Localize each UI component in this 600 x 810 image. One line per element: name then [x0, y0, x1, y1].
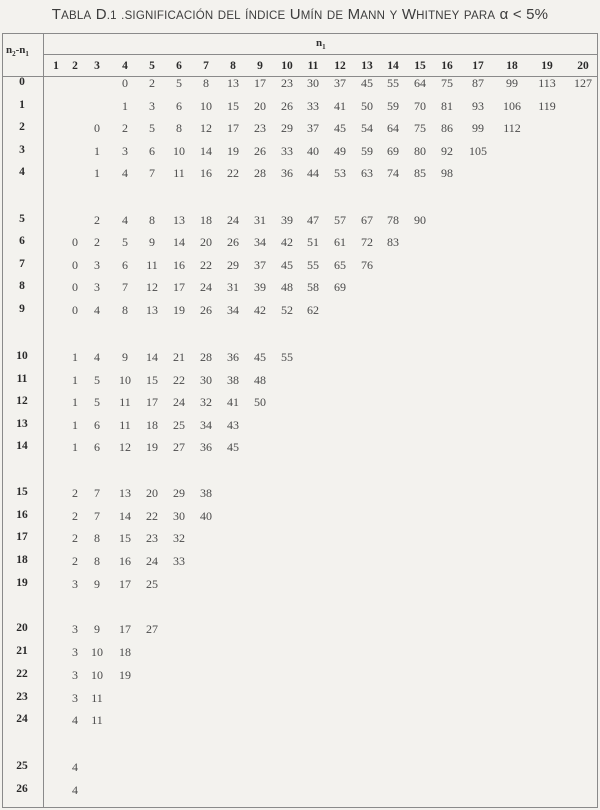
table-cell: 50: [254, 395, 266, 409]
row-header-divider: [43, 33, 44, 808]
column-header-n1-11: 11: [307, 60, 319, 72]
table-cell: 18: [119, 645, 131, 659]
table-cell: 15: [119, 531, 131, 545]
table-cell: 49: [334, 144, 346, 158]
table-cell: 19: [119, 668, 131, 682]
table-cell: 17: [227, 121, 239, 135]
table-cell: 25: [146, 577, 158, 591]
table-cell: 30: [200, 373, 212, 387]
table-cell: 2: [72, 531, 78, 545]
column-header-n1-19: 19: [541, 60, 553, 72]
table-cell: 87: [472, 76, 484, 90]
table-cell: 5: [94, 395, 100, 409]
table-cell: 16: [119, 554, 131, 568]
row-header-n2-4: 4: [19, 166, 25, 178]
table-cell: 33: [307, 99, 319, 113]
table-cell: 34: [254, 235, 266, 249]
row-header-n2-1: 1: [19, 99, 25, 111]
table-cell: 26: [200, 303, 212, 317]
table-cell: 4: [72, 713, 78, 727]
table-cell: 75: [414, 121, 426, 135]
table-cell: 0: [72, 303, 78, 317]
table-cell: 22: [173, 373, 185, 387]
table-cell: 45: [334, 121, 346, 135]
table-cell: 63: [361, 166, 373, 180]
table-cell: 14: [119, 509, 131, 523]
column-header-n1-3: 3: [94, 60, 100, 72]
table-cell: 3: [94, 258, 100, 272]
table-cell: 30: [307, 76, 319, 90]
table-cell: 55: [307, 258, 319, 272]
table-cell: 53: [334, 166, 346, 180]
table-cell: 17: [146, 395, 158, 409]
table-cell: 27: [173, 440, 185, 454]
table-cell: 14: [200, 144, 212, 158]
table-cell: 55: [387, 76, 399, 90]
table-cell: 99: [472, 121, 484, 135]
column-header-n1-7: 7: [203, 60, 209, 72]
table-cell: 50: [361, 99, 373, 113]
table-cell: 45: [281, 258, 293, 272]
table-cell: 3: [72, 691, 78, 705]
table-cell: 105: [469, 144, 487, 158]
table-cell: 3: [94, 280, 100, 294]
table-cell: 31: [254, 213, 266, 227]
table-cell: 69: [387, 144, 399, 158]
table-cell: 80: [414, 144, 426, 158]
table-cell: 9: [94, 622, 100, 636]
table-cell: 33: [281, 144, 293, 158]
column-header-n1-18: 18: [506, 60, 518, 72]
table-cell: 32: [173, 531, 185, 545]
table-cell: 6: [176, 99, 182, 113]
row-header-n2-3: 3: [19, 144, 25, 156]
table-cell: 38: [200, 486, 212, 500]
table-cell: 6: [94, 440, 100, 454]
column-header-n1-13: 13: [361, 60, 373, 72]
table-cell: 34: [200, 418, 212, 432]
column-header-n1-20: 20: [577, 60, 589, 72]
row-header-n2-24: 24: [16, 713, 28, 725]
column-header-n1-14: 14: [387, 60, 399, 72]
table-cell: 76: [361, 258, 373, 272]
table-cell: 11: [146, 258, 158, 272]
table-cell: 83: [387, 235, 399, 249]
row-header-n2-18: 18: [16, 554, 28, 566]
table-cell: 2: [122, 121, 128, 135]
table-cell: 127: [574, 76, 592, 90]
table-cell: 5: [94, 373, 100, 387]
row-header-n2-25: 25: [16, 760, 28, 772]
table-cell: 24: [146, 554, 158, 568]
column-header-n1-10: 10: [281, 60, 293, 72]
table-cell: 17: [254, 76, 266, 90]
table-cell: 92: [441, 144, 453, 158]
table-cell: 57: [334, 213, 346, 227]
table-cell: 28: [254, 166, 266, 180]
table-cell: 45: [361, 76, 373, 90]
table-cell: 3: [72, 668, 78, 682]
table-cell: 0: [72, 258, 78, 272]
table-cell: 27: [146, 622, 158, 636]
column-header-n1-9: 9: [257, 60, 263, 72]
table-cell: 45: [254, 350, 266, 364]
table-cell: 67: [361, 213, 373, 227]
row-header-n2-16: 16: [16, 509, 28, 521]
row-header-n2-9: 9: [19, 303, 25, 315]
table-cell: 55: [281, 350, 293, 364]
table-cell: 14: [146, 350, 158, 364]
table-cell: 33: [173, 554, 185, 568]
table-cell: 69: [334, 280, 346, 294]
table-cell: 6: [122, 258, 128, 272]
table-cell: 8: [149, 213, 155, 227]
table-cell: 39: [254, 280, 266, 294]
table-cell: 20: [200, 235, 212, 249]
n1-header-label: $n_1$: [316, 37, 326, 52]
table-cell: 23: [254, 121, 266, 135]
table-cell: 22: [146, 509, 158, 523]
table-cell: 10: [91, 645, 103, 659]
table-cell: 98: [441, 166, 453, 180]
table-cell: 19: [173, 303, 185, 317]
table-cell: 4: [72, 760, 78, 774]
table-cell: 8: [203, 76, 209, 90]
table-cell: 36: [200, 440, 212, 454]
table-cell: 0: [72, 235, 78, 249]
table-cell: 16: [173, 258, 185, 272]
table-cell: 29: [227, 258, 239, 272]
table-cell: 64: [387, 121, 399, 135]
row-header-n2-12: 12: [16, 395, 28, 407]
table-cell: 12: [200, 121, 212, 135]
table-cell: 11: [173, 166, 185, 180]
table-cell: 18: [200, 213, 212, 227]
column-header-n1-15: 15: [414, 60, 426, 72]
table-cell: 5: [176, 76, 182, 90]
table-cell: 48: [281, 280, 293, 294]
table-cell: 8: [94, 554, 100, 568]
column-header-n1-17: 17: [472, 60, 484, 72]
table-cell: 3: [149, 99, 155, 113]
table-title: [0, 6, 600, 23]
table-cell: 59: [387, 99, 399, 113]
row-header-n2-20: 20: [16, 622, 28, 634]
table-cell: 15: [146, 373, 158, 387]
table-cell: 24: [200, 280, 212, 294]
table-cell: 32: [200, 395, 212, 409]
row-header-n2-22: 22: [16, 668, 28, 680]
table-cell: 24: [227, 213, 239, 227]
table-cell: 45: [227, 440, 239, 454]
table-cell: 7: [122, 280, 128, 294]
table-cell: 113: [538, 76, 556, 90]
table-cell: 37: [307, 121, 319, 135]
row-header-n2-7: 7: [19, 258, 25, 270]
table-cell: 13: [146, 303, 158, 317]
row-header-n2-13: 13: [16, 418, 28, 430]
table-cell: 37: [254, 258, 266, 272]
table-cell: 4: [122, 213, 128, 227]
table-cell: 13: [227, 76, 239, 90]
table-cell: 7: [94, 509, 100, 523]
row-header-n2-26: 26: [16, 783, 28, 795]
table-cell: 54: [361, 121, 373, 135]
table-cell: 26: [254, 144, 266, 158]
table-cell: 38: [227, 373, 239, 387]
column-header-n1-2: 2: [72, 60, 78, 72]
table-cell: 48: [254, 373, 266, 387]
table-cell: 24: [173, 395, 185, 409]
table-cell: 0: [72, 280, 78, 294]
table-cell: 22: [227, 166, 239, 180]
table-cell: 65: [334, 258, 346, 272]
table-cell: 1: [72, 418, 78, 432]
column-header-n1-8: 8: [230, 60, 236, 72]
table-cell: 19: [227, 144, 239, 158]
table-cell: 30: [173, 509, 185, 523]
table-cell: 14: [173, 235, 185, 249]
table-cell: 1: [72, 395, 78, 409]
table-cell: 26: [227, 235, 239, 249]
table-cell: 42: [281, 235, 293, 249]
table-cell: 74: [387, 166, 399, 180]
column-header-n1-12: 12: [334, 60, 346, 72]
table-cell: 25: [173, 418, 185, 432]
table-cell: 61: [334, 235, 346, 249]
table-cell: 78: [387, 213, 399, 227]
table-cell: 11: [91, 713, 103, 727]
table-cell: 0: [122, 76, 128, 90]
table-cell: 70: [414, 99, 426, 113]
table-cell: 93: [472, 99, 484, 113]
table-cell: 17: [119, 622, 131, 636]
row-header-n2-10: 10: [16, 350, 28, 362]
table-cell: 59: [361, 144, 373, 158]
table-cell: 4: [94, 303, 100, 317]
table-cell: 18: [146, 418, 158, 432]
table-cell: 119: [538, 99, 556, 113]
table-cell: 12: [119, 440, 131, 454]
table-cell: 36: [227, 350, 239, 364]
n2-n1-corner-label: $n_2-n_1$: [6, 44, 29, 59]
table-cell: 1: [72, 440, 78, 454]
column-header-n1-16: 16: [441, 60, 453, 72]
table-cell: 47: [307, 213, 319, 227]
table-cell: 40: [200, 509, 212, 523]
row-header-n2-15: 15: [16, 486, 28, 498]
table-cell: 20: [146, 486, 158, 500]
table-cell: 1: [122, 99, 128, 113]
table-cell: 5: [122, 235, 128, 249]
table-cell: 62: [307, 303, 319, 317]
table-cell: 20: [254, 99, 266, 113]
table-cell: 28: [200, 350, 212, 364]
table-cell: 86: [441, 121, 453, 135]
row-header-n2-11: 11: [16, 373, 28, 385]
table-cell: 6: [94, 418, 100, 432]
column-header-n1-4: 4: [122, 60, 128, 72]
table-cell: 72: [361, 235, 373, 249]
table-cell: 40: [307, 144, 319, 158]
table-cell: 39: [281, 213, 293, 227]
column-header-n1-6: 6: [176, 60, 182, 72]
table-cell: 16: [200, 166, 212, 180]
table-cell: 31: [227, 280, 239, 294]
column-header-n1-1: 1: [53, 60, 59, 72]
row-header-n2-5: 5: [19, 213, 25, 225]
table-cell: 37: [334, 76, 346, 90]
table-cell: 9: [149, 235, 155, 249]
table-cell: 75: [441, 76, 453, 90]
table-cell: 8: [176, 121, 182, 135]
table-cell: 41: [334, 99, 346, 113]
table-cell: 58: [307, 280, 319, 294]
table-cell: 17: [119, 577, 131, 591]
table-cell: 21: [173, 350, 185, 364]
table-cell: 29: [173, 486, 185, 500]
row-header-n2-23: 23: [16, 691, 28, 703]
table-cell: 36: [281, 166, 293, 180]
table-cell: 13: [173, 213, 185, 227]
table-cell: 0: [94, 121, 100, 135]
table-cell: 8: [122, 303, 128, 317]
table-cell: 3: [72, 622, 78, 636]
table-cell: 11: [119, 395, 131, 409]
table-cell: 10: [173, 144, 185, 158]
table-cell: 64: [414, 76, 426, 90]
table-cell: 3: [72, 577, 78, 591]
table-cell: 2: [94, 213, 100, 227]
table-cell: 90: [414, 213, 426, 227]
table-cell: 2: [72, 554, 78, 568]
table-cell: 2: [94, 235, 100, 249]
table-cell: 9: [94, 577, 100, 591]
table-cell: 4: [94, 350, 100, 364]
table-cell: 29: [281, 121, 293, 135]
table-cell: 7: [94, 486, 100, 500]
table-cell: 11: [91, 691, 103, 705]
table-cell: 51: [307, 235, 319, 249]
table-cell: 10: [119, 373, 131, 387]
table-cell: 15: [227, 99, 239, 113]
row-header-n2-2: 2: [19, 121, 25, 133]
table-cell: 1: [94, 166, 100, 180]
table-cell: 22: [200, 258, 212, 272]
row-header-n2-6: 6: [19, 235, 25, 247]
table-cell: 5: [149, 121, 155, 135]
table-cell: 52: [281, 303, 293, 317]
table-cell: 1: [72, 350, 78, 364]
table-cell: 13: [119, 486, 131, 500]
table-cell: 10: [91, 668, 103, 682]
table-cell: 4: [122, 166, 128, 180]
row-header-n2-21: 21: [16, 645, 28, 657]
row-header-n2-14: 14: [16, 440, 28, 452]
table-cell: 81: [441, 99, 453, 113]
table-cell: 17: [173, 280, 185, 294]
table-cell: 11: [119, 418, 131, 432]
table-cell: 2: [72, 486, 78, 500]
table-cell: 34: [227, 303, 239, 317]
table-cell: 12: [146, 280, 158, 294]
alpha-symbol: α < 5%: [499, 6, 549, 23]
table-cell: 112: [503, 121, 521, 135]
table-cell: 41: [227, 395, 239, 409]
row-header-n2-8: 8: [19, 280, 25, 292]
n1-header-underline: [43, 54, 598, 55]
table-cell: 43: [227, 418, 239, 432]
table-cell: 26: [281, 99, 293, 113]
table-cell: 19: [146, 440, 158, 454]
table-cell: 9: [122, 350, 128, 364]
table-cell: 10: [200, 99, 212, 113]
table-cell: 3: [122, 144, 128, 158]
table-cell: 1: [94, 144, 100, 158]
table-cell: 6: [149, 144, 155, 158]
table-cell: 8: [94, 531, 100, 545]
table-cell: 2: [149, 76, 155, 90]
table-cell: 44: [307, 166, 319, 180]
table-cell: 99: [506, 76, 518, 90]
row-header-n2-0: 0: [19, 76, 25, 88]
table-cell: 23: [281, 76, 293, 90]
row-header-n2-19: 19: [16, 577, 28, 589]
column-header-n1-5: 5: [149, 60, 155, 72]
table-cell: 3: [72, 645, 78, 659]
table-cell: 2: [72, 509, 78, 523]
table-cell: 1: [72, 373, 78, 387]
table-cell: 42: [254, 303, 266, 317]
row-header-n2-17: 17: [16, 531, 28, 543]
table-cell: 106: [503, 99, 521, 113]
table-cell: 7: [149, 166, 155, 180]
table-cell: 4: [72, 783, 78, 797]
table-cell: 23: [146, 531, 158, 545]
table-title-text: TABLA D.1 .SIGNIFICACIÓN DEL ÍNDICE UMÍN DE MANN Y WHITNEY PARA: [51, 6, 496, 23]
table-cell: 85: [414, 166, 426, 180]
